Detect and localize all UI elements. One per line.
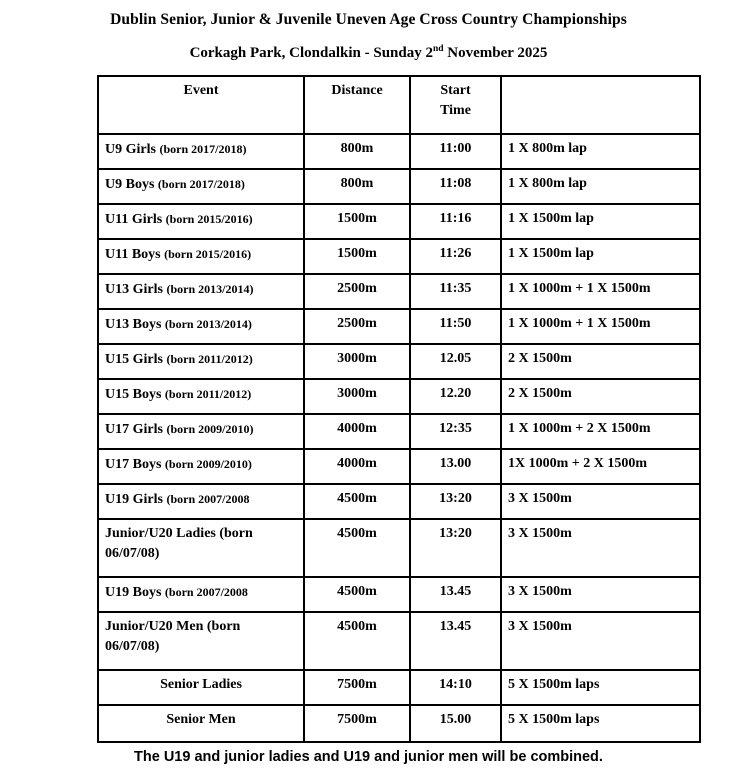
distance-cell: 1500m — [304, 204, 410, 239]
event-born-years: (born 2007/2008 — [164, 585, 248, 599]
header-start-time-line2: Time — [440, 103, 471, 118]
event-born-years: (born 2017/2018) — [159, 142, 247, 156]
event-cell — [98, 705, 304, 742]
table-row — [98, 239, 700, 274]
laps-cell: 1X 1000m + 2 X 1500m — [501, 449, 700, 484]
event-name: U19 Girls — [105, 492, 167, 507]
start-time-cell: 11:50 — [410, 309, 501, 344]
event-name: U11 Boys — [105, 247, 165, 262]
event-born-years: (born 2007/2008 — [166, 492, 250, 506]
distance-cell: 4500m — [304, 519, 410, 577]
table-row — [98, 414, 700, 449]
table-row — [98, 379, 700, 414]
event-cell — [98, 204, 304, 239]
event-name: Junior/U20 Men (born 06/07/08) — [105, 619, 241, 654]
start-time-cell: 12:35 — [410, 414, 501, 449]
page-title: Dublin Senior, Junior & Juvenile Uneven Age Cross Country Championships — [110, 11, 627, 28]
distance-cell: 4000m — [304, 449, 410, 484]
laps-cell: 5 X 1500m laps — [501, 670, 700, 705]
event-cell — [98, 309, 304, 344]
distance-cell: 2500m — [304, 309, 410, 344]
event-born-years: (born 2009/2010) — [166, 422, 254, 436]
laps-cell: 1 X 1500m lap — [501, 239, 700, 274]
table-row — [98, 577, 700, 612]
page-subtitle — [0, 44, 737, 62]
start-time-cell: 13:20 — [410, 484, 501, 519]
table-row — [98, 705, 700, 742]
distance-cell: 800m — [304, 169, 410, 204]
event-cell — [98, 519, 304, 577]
distance-cell: 4000m — [304, 414, 410, 449]
laps-cell: 3 X 1500m — [501, 519, 700, 577]
start-time-cell: 13:20 — [410, 519, 501, 577]
laps-cell: 2 X 1500m — [501, 344, 700, 379]
event-cell — [98, 670, 304, 705]
event-cell — [98, 134, 304, 169]
start-time-cell: 11:08 — [410, 169, 501, 204]
start-time-cell: 13.45 — [410, 612, 501, 670]
event-name: U13 Girls — [105, 282, 167, 297]
event-cell — [98, 449, 304, 484]
start-time-cell: 13.00 — [410, 449, 501, 484]
start-time-cell: 13.45 — [410, 577, 501, 612]
event-name: Junior/U20 Ladies (born 06/07/08) — [105, 526, 253, 561]
event-cell — [98, 414, 304, 449]
event-cell — [98, 484, 304, 519]
start-time-cell: 14:10 — [410, 670, 501, 705]
schedule-table-body — [98, 134, 700, 742]
distance-cell: 3000m — [304, 379, 410, 414]
laps-cell: 1 X 1000m + 1 X 1500m — [501, 274, 700, 309]
event-born-years: (born 2011/2012) — [164, 387, 252, 401]
table-row — [98, 484, 700, 519]
laps-cell: 1 X 800m lap — [501, 134, 700, 169]
distance-cell: 3000m — [304, 344, 410, 379]
event-name: U17 Girls — [105, 422, 167, 437]
laps-cell: 1 X 800m lap — [501, 169, 700, 204]
laps-cell: 1 X 1000m + 1 X 1500m — [501, 309, 700, 344]
event-cell — [98, 612, 304, 670]
header-row — [98, 76, 700, 134]
start-time-cell: 15.00 — [410, 705, 501, 742]
start-time-cell: 11:26 — [410, 239, 501, 274]
table-row — [98, 169, 700, 204]
laps-cell: 3 X 1500m — [501, 577, 700, 612]
table-row — [98, 670, 700, 705]
distance-cell: 7500m — [304, 705, 410, 742]
laps-cell: 1 X 1000m + 2 X 1500m — [501, 414, 700, 449]
event-name: U19 Boys — [105, 585, 165, 600]
distance-cell: 4500m — [304, 612, 410, 670]
laps-cell: 1 X 1500m lap — [501, 204, 700, 239]
event-name: U9 Boys — [105, 177, 158, 192]
event-name: Senior Men — [166, 712, 236, 727]
event-born-years: (born 2013/2014) — [164, 317, 252, 331]
start-time-cell: 12.20 — [410, 379, 501, 414]
laps-cell: 2 X 1500m — [501, 379, 700, 414]
header-laps — [501, 76, 700, 134]
header-start-time — [410, 76, 501, 134]
event-cell — [98, 239, 304, 274]
event-born-years: (born 2017/2018) — [157, 177, 245, 191]
event-name: U17 Boys — [105, 457, 165, 472]
event-name: Senior Ladies — [160, 677, 242, 692]
start-time-cell: 11:00 — [410, 134, 501, 169]
table-row — [98, 134, 700, 169]
table-row — [98, 344, 700, 379]
header-distance: Distance — [304, 76, 410, 134]
event-name: U15 Boys — [105, 387, 165, 402]
event-born-years: (born 2015/2016) — [165, 212, 253, 226]
event-cell — [98, 379, 304, 414]
distance-cell: 2500m — [304, 274, 410, 309]
table-row — [98, 309, 700, 344]
distance-cell: 4500m — [304, 484, 410, 519]
distance-cell: 7500m — [304, 670, 410, 705]
subtitle-prefix: Corkagh Park, Clondalkin - Sunday 2 — [189, 45, 433, 61]
table-row — [98, 274, 700, 309]
subtitle-ordinal: nd — [432, 44, 444, 54]
distance-cell: 1500m — [304, 239, 410, 274]
event-cell — [98, 344, 304, 379]
event-born-years: (born 2011/2012) — [166, 352, 253, 366]
table-row — [98, 519, 700, 577]
event-cell — [98, 577, 304, 612]
event-cell — [98, 169, 304, 204]
header-event: Event — [98, 76, 304, 134]
subtitle-suffix: November 2025 — [443, 45, 548, 61]
event-born-years: (born 2009/2010) — [164, 457, 252, 471]
event-born-years: (born 2013/2014) — [166, 282, 254, 296]
start-time-cell: 11:35 — [410, 274, 501, 309]
event-born-years: (born 2015/2016) — [164, 247, 252, 261]
event-name: U13 Boys — [105, 317, 165, 332]
laps-cell: 3 X 1500m — [501, 484, 700, 519]
laps-cell: 5 X 1500m laps — [501, 705, 700, 742]
table-row — [98, 204, 700, 239]
header-start-time-line1: Start — [440, 83, 471, 98]
start-time-cell: 12.05 — [410, 344, 501, 379]
schedule-table-head — [98, 76, 700, 134]
table-row — [98, 449, 700, 484]
laps-cell: 3 X 1500m — [501, 612, 700, 670]
event-name: U9 Girls — [105, 142, 160, 157]
event-cell — [98, 274, 304, 309]
distance-cell: 4500m — [304, 577, 410, 612]
schedule-table — [97, 75, 701, 743]
footer-note: The U19 and junior ladies and U19 and junior men will be combined. — [134, 749, 603, 765]
table-row — [98, 612, 700, 670]
start-time-cell: 11:16 — [410, 204, 501, 239]
event-name: U11 Girls — [105, 212, 166, 227]
event-name: U15 Girls — [105, 352, 167, 367]
distance-cell: 800m — [304, 134, 410, 169]
